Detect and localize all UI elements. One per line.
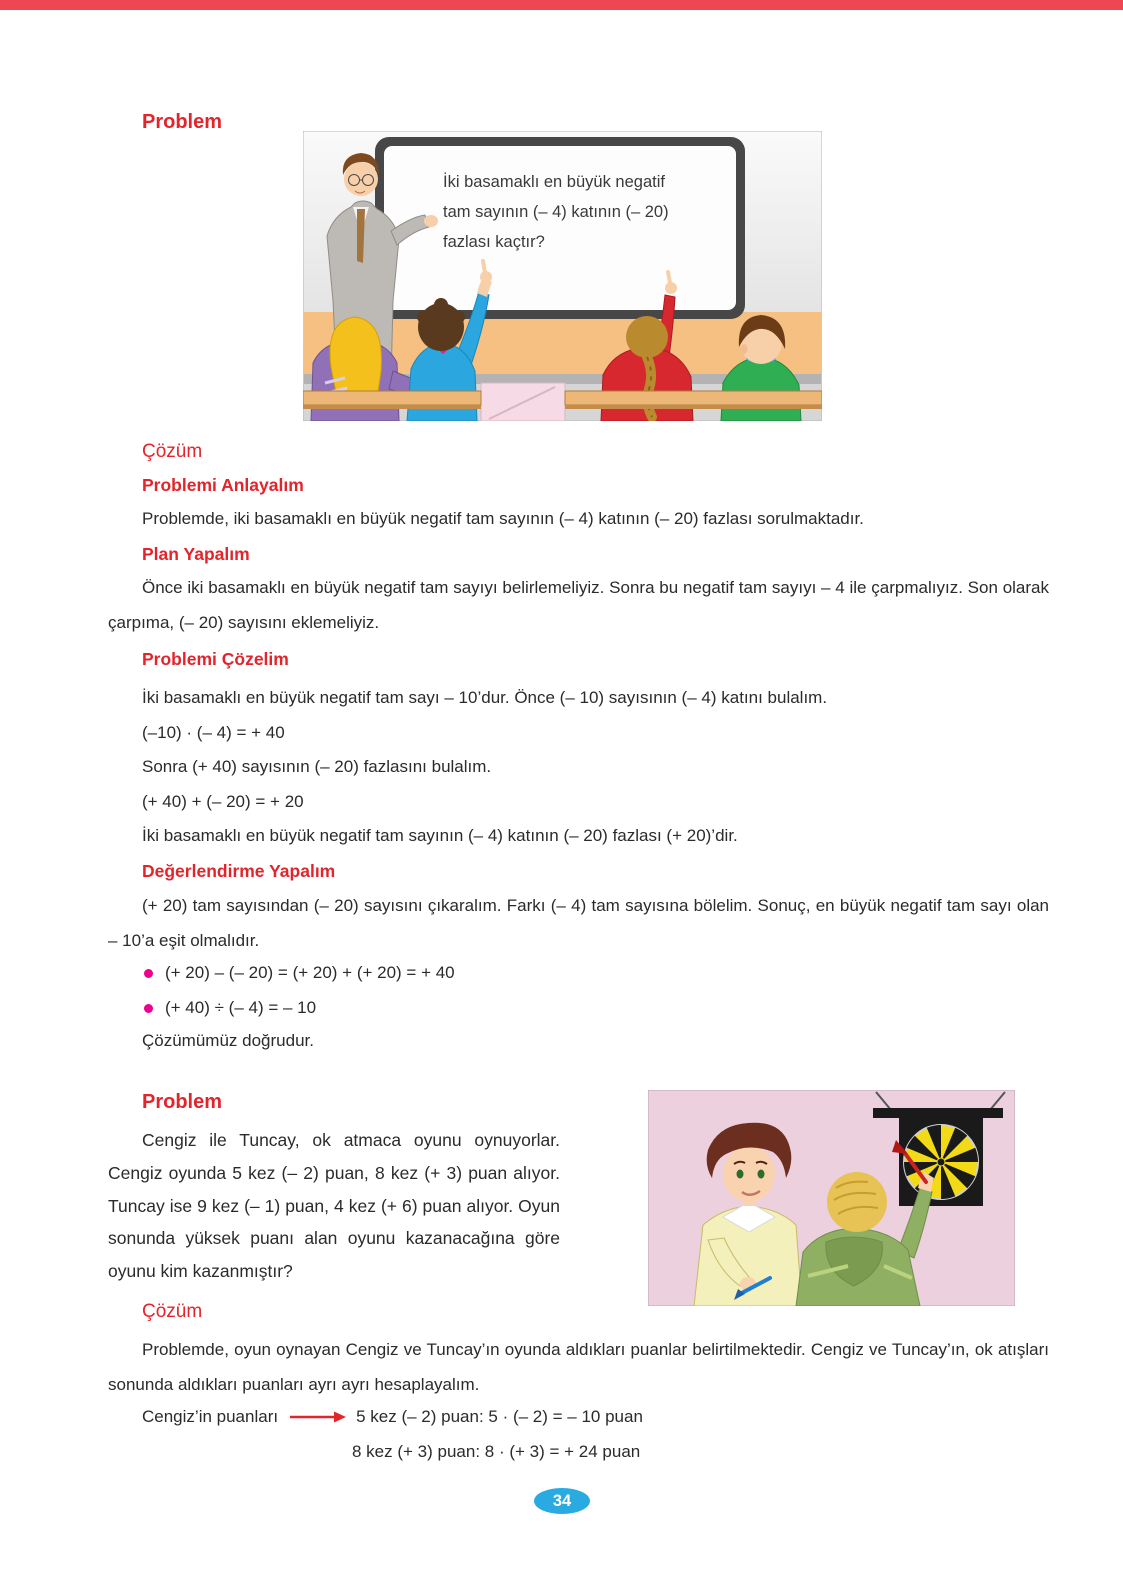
board-text-line: İki basamaklı en büyük negatif — [443, 173, 665, 191]
check-bullets — [144, 956, 455, 1025]
solution-step: İki basamaklı en büyük negatif tam sayı – 10’dur. Önce (– 10) sayısının (– 4) katını bulalım. — [142, 688, 828, 707]
subheading-degerlendirme: Değerlendirme Yapalım — [142, 861, 336, 881]
solution1-heading: Çözüm — [142, 441, 203, 462]
bullet-item — [144, 956, 455, 991]
paragraph-anlayalim: Problemde, iki basamaklı en büyük negatif tam sayının (– 4) katının (– 20) fazlası sorulmaktadır. — [142, 509, 864, 528]
solution-steps — [142, 681, 827, 854]
classroom-illustration — [303, 131, 822, 421]
bullet-dot — [144, 1004, 153, 1013]
cengiz-calc1: 5 kez (– 2) puan: 5 · (– 2) = – 10 puan — [356, 1407, 643, 1426]
problem1-heading: Problem — [142, 111, 223, 133]
conclusion-text: Çözümümüz doğrudur. — [142, 1031, 314, 1050]
board-text-line: tam sayının (– 4) katının (– 20) — [443, 203, 669, 221]
page-number: 34 — [552, 1491, 572, 1510]
cengiz-score-line2: 8 kez (+ 3) puan: 8 · (+ 3) = + 24 puan — [352, 1442, 641, 1461]
board-text-line: fazlası kaçtır? — [443, 233, 545, 251]
paragraph-cozum2: Problemde, oyun oynayan Cengiz ve Tuncay’ın oyunda aldıkları puanlar belirtilmektedir. Cengiz ve Tuncay’ın, ok atışları sonunda aldıkları puanları ayrı ayrı hesaplayalım. — [108, 1340, 1049, 1394]
subheading-problemi-anlayalim: Problemi Anlayalım — [142, 475, 304, 495]
problem2-heading: Problem — [142, 1091, 223, 1113]
cengiz-score-line1 — [142, 1402, 643, 1432]
dart-game-illustration — [648, 1090, 1015, 1306]
bullet-dot — [144, 969, 153, 978]
page-top-border — [0, 0, 1123, 10]
paragraph-plan: Önce iki basamaklı en büyük negatif tam sayıyı belirlemeliyiz. Sonra bu negatif tam sayıyı – 4 ile çarpmalıyız. Son olarak çarpıma, (– 20) sayısını eklemeliyiz. — [108, 578, 1049, 632]
bullet-text: (+ 20) – (– 20) = (+ 20) + (+ 20) = + 40 — [165, 963, 455, 982]
whiteboard — [375, 137, 745, 319]
paragraph-degerlendirme: (+ 20) tam sayısından (– 20) sayısını çıkaralım. Farkı (– 4) tam sayısına bölelim. Sonuç, en büyük negatif tam sayı olan – 10’a eşit olmalıdır. — [108, 896, 1049, 950]
solution-step: İki basamaklı en büyük negatif tam sayının (– 4) katının (– 20) fazlası (+ 20)’dir. — [142, 826, 738, 845]
bullet-item — [144, 991, 455, 1026]
solution-step: (+ 40) + (– 20) = + 20 — [142, 791, 304, 811]
paragraph-problem2: Cengiz ile Tuncay, ok atmaca oyunu oynuyorlar. Cengiz oyunda 5 kez (– 2) puan, 8 kez (+ 3) puan alıyor. Tuncay ise 9 kez (– 1) puan, 4 kez (+ 6) puan alıyor. Oyun sonunda yüksek puanı alan oyunu kazanacağına göre oyunu kim kazanmıştır? — [108, 1130, 560, 1282]
cengiz-label: Cengiz’in puanları — [142, 1407, 279, 1426]
subheading-plan-yapalim: Plan Yapalım — [142, 544, 250, 564]
solution-step: (–10) · (– 4) = + 40 — [142, 722, 285, 742]
subheading-problemi-cozelim: Problemi Çözelim — [142, 649, 289, 669]
red-arrow-icon — [288, 1410, 346, 1424]
page-number-badge — [534, 1488, 590, 1514]
solution2-heading: Çözüm — [142, 1301, 203, 1322]
bullet-text: (+ 40) ÷ (– 4) = – 10 — [165, 997, 317, 1017]
solution-step: Sonra (+ 40) sayısının (– 20) fazlasını bulalım. — [142, 757, 492, 776]
